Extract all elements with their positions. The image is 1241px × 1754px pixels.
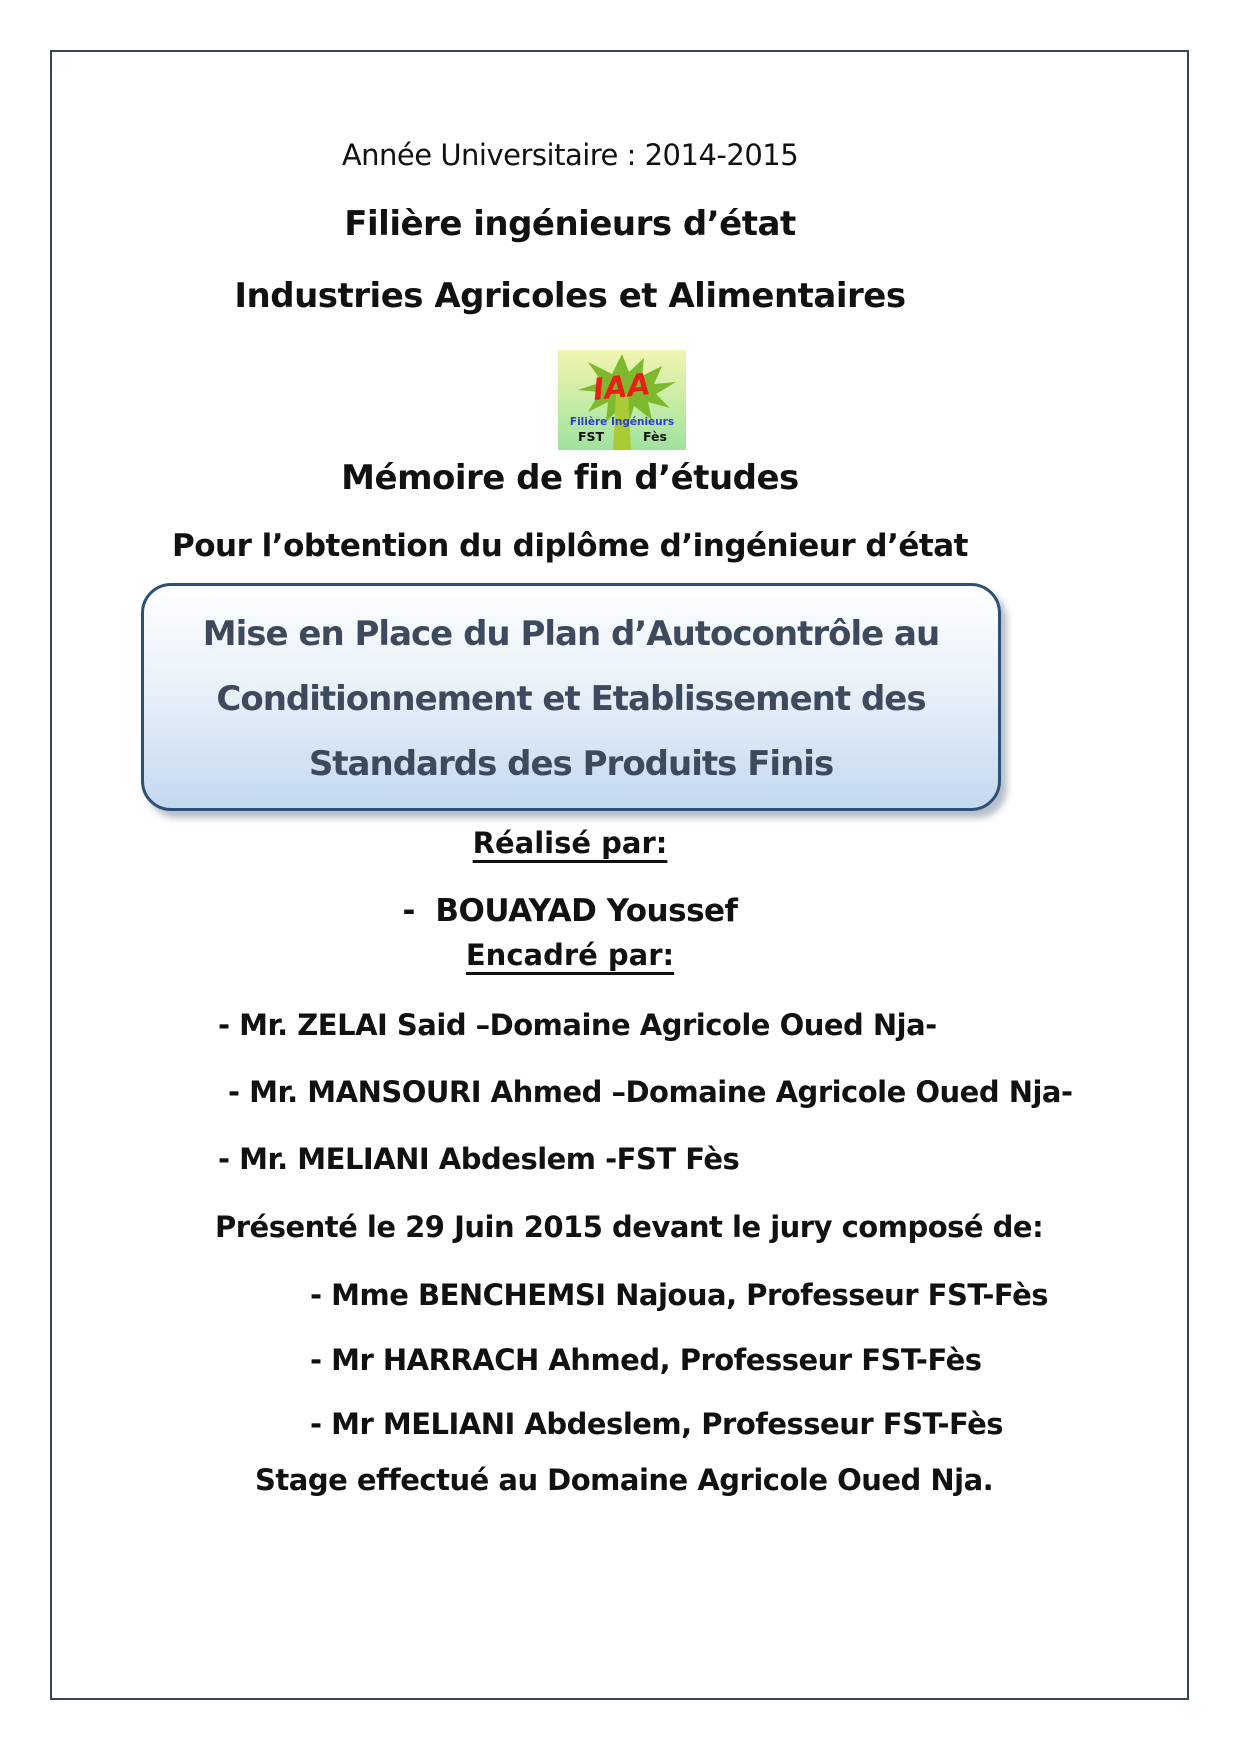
author-section-heading: [50, 826, 1090, 860]
jury-member: - Mme BENCHEMSI Najoua, Professeur FST-Fès: [310, 1278, 1048, 1312]
internship-note: Stage effectué au Domaine Agricole Oued Nja.: [255, 1463, 994, 1497]
document-purpose: Pour l’obtention du diplôme d’ingénieur d’état: [172, 528, 968, 564]
author-heading-text: Réalisé par:: [472, 826, 668, 860]
thesis-title-line-3: Standards des Produits Finis: [308, 744, 834, 784]
supervisor-item: - Mr. MANSOURI Ahmed –Domaine Agricole Oued Nja-: [228, 1075, 1073, 1109]
supervisor-item: - Mr. ZELAI Said –Domaine Agricole Oued Nja-: [218, 1008, 937, 1042]
academic-year: Année Universitaire : 2014-2015: [341, 138, 799, 172]
author-name: - BOUAYAD Youssef: [402, 893, 738, 929]
document-type: Mémoire de fin d’études: [341, 458, 799, 498]
jury-member: - Mr HARRACH Ahmed, Professeur FST-Fès: [310, 1343, 982, 1377]
jury-member: - Mr MELIANI Abdeslem, Professeur FST-Fès: [310, 1407, 1004, 1441]
logo-fes-label: Fès: [643, 429, 667, 444]
supervisors-section-heading: [50, 938, 1090, 972]
thesis-title-line-1: Mise en Place du Plan d’Autocontrôle au: [202, 614, 940, 654]
logo-acronym: IAA: [591, 367, 653, 408]
jury-intro: Présenté le 29 Juin 2015 devant le jury composé de:: [215, 1210, 1044, 1244]
program-line-2: Industries Agricoles et Alimentaires: [234, 276, 906, 316]
iaa-logo: [558, 350, 686, 450]
thesis-title-box: [141, 583, 1001, 811]
iaa-logo-graphic: [558, 350, 686, 450]
supervisor-item: - Mr. MELIANI Abdeslem -FST Fès: [218, 1142, 740, 1176]
supervisors-heading-text: Encadré par:: [465, 938, 675, 972]
logo-caption: Filière Ingénieurs: [569, 416, 675, 428]
program-line-1: Filière ingénieurs d’état: [344, 204, 796, 244]
thesis-title-line-2: Conditionnement et Etablissement des: [216, 679, 926, 719]
logo-fst-label: FST: [577, 429, 605, 444]
